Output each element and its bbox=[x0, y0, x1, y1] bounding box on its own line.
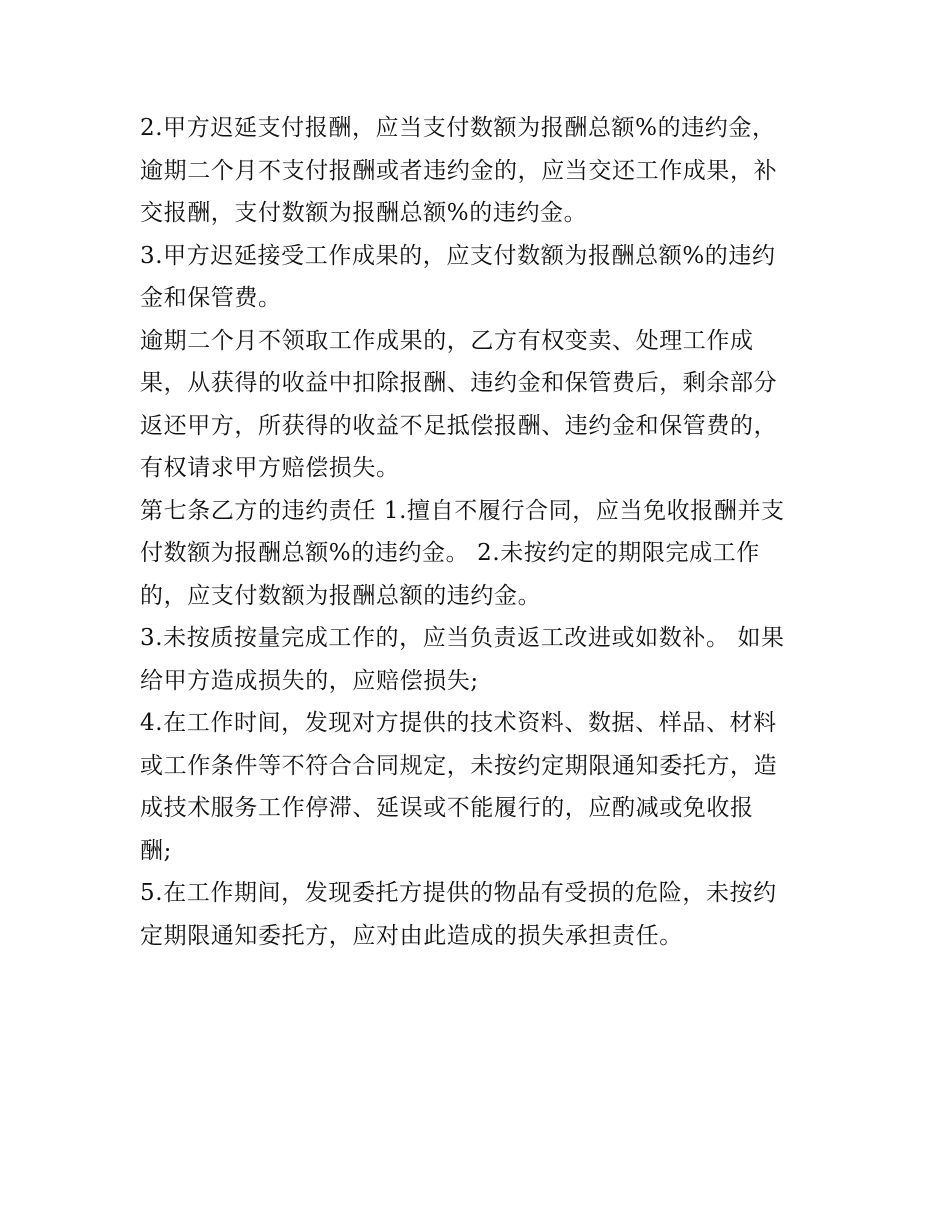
text-line: 或工作条件等不符合合同规定，未按约定期限通知委托方，造 bbox=[140, 752, 778, 779]
text-line: 酬; bbox=[140, 837, 172, 864]
paragraph-article-7-party-b-liability bbox=[140, 490, 820, 618]
text-line: 4.在工作时间，发现对方提供的技术资料、数据、样品、材料 bbox=[140, 710, 777, 736]
paragraph-clause-2-late-payment bbox=[140, 107, 820, 235]
text-line: 的，应支付数额为报酬总额的违约金。 bbox=[140, 582, 542, 609]
text-line: 3.未按质按量完成工作的，应当负责返工改进或如数补。 如果 bbox=[140, 625, 785, 651]
text-line: 定期限通知委托方，应对由此造成的损失承担责任。 bbox=[140, 922, 683, 949]
text-line: 成技术服务工作停滞、延误或不能履行的，应酌减或免收报 bbox=[140, 795, 754, 821]
paragraph-overdue-collection bbox=[140, 320, 820, 490]
text-line: 付数额为报酬总额%的违约金。 2.未按约定的期限完成工作 bbox=[140, 540, 760, 566]
text-line: 第七条乙方的违约责任 1.擅自不履行合同，应当免收报酬并支 bbox=[140, 497, 785, 524]
text-line: 返还甲方，所获得的收益不足抵偿报酬、违约金和保管费的， bbox=[140, 412, 778, 439]
text-line: 逾期二个月不领取工作成果的，乙方有权变卖、处理工作成 bbox=[140, 327, 754, 354]
text-line: 金和保管费。 bbox=[140, 285, 282, 311]
paragraph-clause-3-late-acceptance bbox=[140, 235, 820, 320]
paragraph-clause-5-working-period bbox=[140, 872, 820, 957]
paragraph-clause-3-quality bbox=[140, 617, 820, 702]
text-line: 2.甲方迟延支付报酬，应当支付数额为报酬总额%的违约金， bbox=[140, 115, 776, 141]
paragraph-clause-4-working-time bbox=[140, 702, 820, 872]
text-line: 交报酬，支付数额为报酬总额%的违约金。 bbox=[140, 200, 588, 226]
text-line: 果，从获得的收益中扣除报酬、违约金和保管费后，剩余部分 bbox=[140, 370, 778, 396]
text-line: 5.在工作期间，发现委托方提供的物品有受损的危险，未按约 bbox=[140, 880, 777, 906]
text-line: 逾期二个月不支付报酬或者违约金的，应当交还工作成果，补 bbox=[140, 157, 778, 184]
text-line: 有权请求甲方赔偿损失。 bbox=[140, 455, 400, 481]
text-line: 给甲方造成损失的，应赔偿损失; bbox=[140, 667, 479, 694]
text-line: 3.甲方迟延接受工作成果的，应支付数额为报酬总额%的违约 bbox=[140, 242, 776, 269]
document-body bbox=[140, 107, 820, 957]
